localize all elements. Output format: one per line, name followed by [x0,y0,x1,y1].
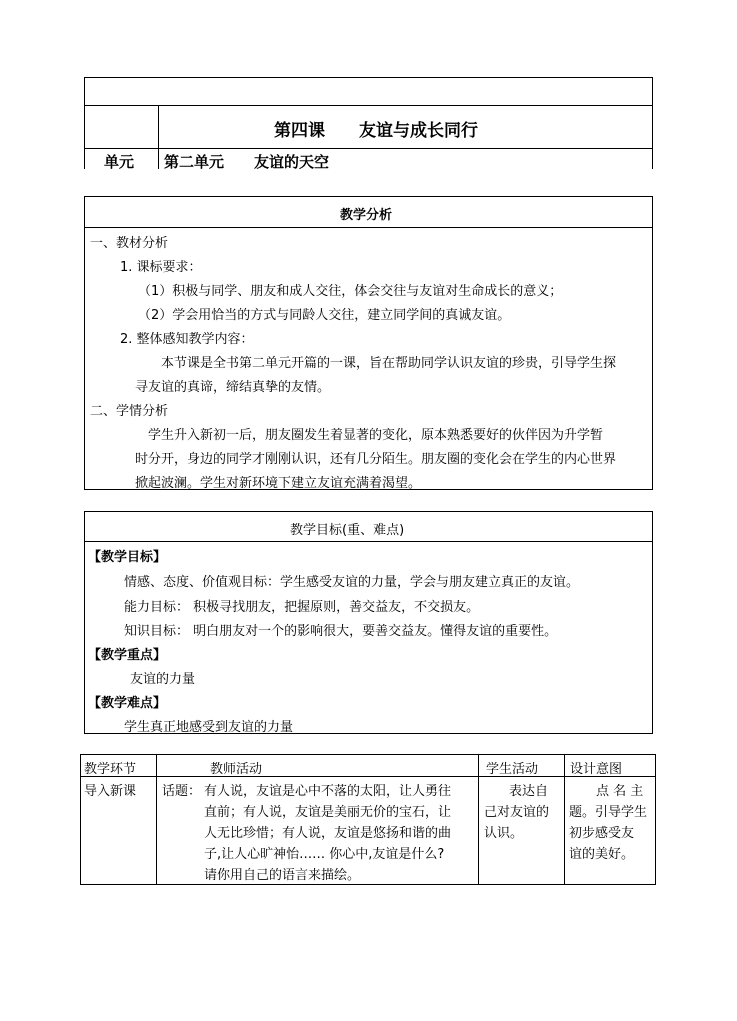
list-item: 2. 整体感知教学内容： [120,332,254,347]
lesson-title: 第四课 友谊与成长同行 [274,121,478,141]
student-line: 认识。 [484,826,524,841]
teacher-line: 子,让人心旷神怡…… 你心中,友谊是什么? [204,847,445,862]
goal-item: 情感、态度、价值观目标：学生感受友谊的力量，学会与朋友建立真正的友谊。 [124,575,580,590]
student-line: 己对友谊的 [484,805,550,820]
key-point-text: 友谊的力量 [130,672,196,687]
column-header-teacher: 教师活动 [210,762,263,777]
divider [156,754,157,885]
section-title: 二、学情分析 [90,404,169,419]
divider [478,754,479,885]
section-title: 一、教材分析 [90,236,169,251]
table-cell-stage: 导入新课 [84,784,137,799]
goals-label: 【教学目标】 [88,550,167,565]
divider [84,541,653,542]
paragraph-line: 掀起波澜。学生对新环境下建立友谊充满着渴望。 [135,476,422,491]
goals-heading: 教学目标(重、难点) [290,523,405,538]
intent-line: 初步感受友 [569,826,635,841]
difficult-point-text: 学生真正地感受到友谊的力量 [124,720,294,735]
column-header-student: 学生活动 [486,762,539,777]
teacher-line: 请你用自己的语言来描绘。 [204,868,361,883]
teacher-topic-label: 话题： [162,784,202,799]
divider [84,148,653,149]
column-header-intent: 设计意图 [570,762,623,777]
goal-item: 能力目标： 积极寻找朋友，把握原则，善交益友，不交损友。 [124,600,480,615]
difficult-point-label: 【教学难点】 [88,696,167,711]
intent-line: 题。引导学生 [569,805,648,820]
divider [84,227,653,228]
unit-value: 第二单元 友谊的天空 [164,153,330,171]
list-item: 1. 课标要求： [120,260,202,275]
paragraph-line: 学生升入新初一后，朋友圈发生着显著的变化，原本熟悉要好的伙伴因为升学暂 [148,428,604,443]
teacher-line: 人无比珍惜；有人说，友谊是悠扬和谐的曲 [204,826,452,841]
paragraph-line: 本节课是全书第二单元开篇的一课，旨在帮助同学认识友谊的珍贵，引导学生探 [161,356,617,371]
paragraph-line: 寻友谊的真谛，缔结真挚的友情。 [135,380,331,395]
student-line: 表达自 [509,784,549,799]
intent-line: 点 名 主 [596,784,644,799]
analysis-heading: 教学分析 [340,208,393,223]
divider [564,754,565,885]
goal-item: 知识目标： 明白朋友对一个的影响很大，要善交益友。懂得友谊的重要性。 [124,624,558,639]
teacher-line: 直前；有人说，友谊是美丽无价的宝石，让 [204,805,452,820]
paragraph-line: 时分开，身边的同学才刚刚认识，还有几分陌生。朋友圈的变化会在学生的内心世界 [135,452,617,467]
column-header-stage: 教学环节 [84,762,137,777]
divider [158,105,159,169]
key-point-label: 【教学重点】 [88,648,167,663]
list-item: （2）学会用恰当的方式与同龄人交往，建立同学间的真诚友谊。 [138,308,511,323]
intent-line: 谊的美好。 [569,847,635,862]
teacher-line: 有人说，友谊是心中不落的太阳，让人勇往 [204,784,452,799]
divider [84,105,653,106]
list-item: （1）积极与同学、朋友和成人交往，体会交往与友谊对生命成长的意义； [138,284,563,299]
unit-label: 单元 [104,153,135,171]
